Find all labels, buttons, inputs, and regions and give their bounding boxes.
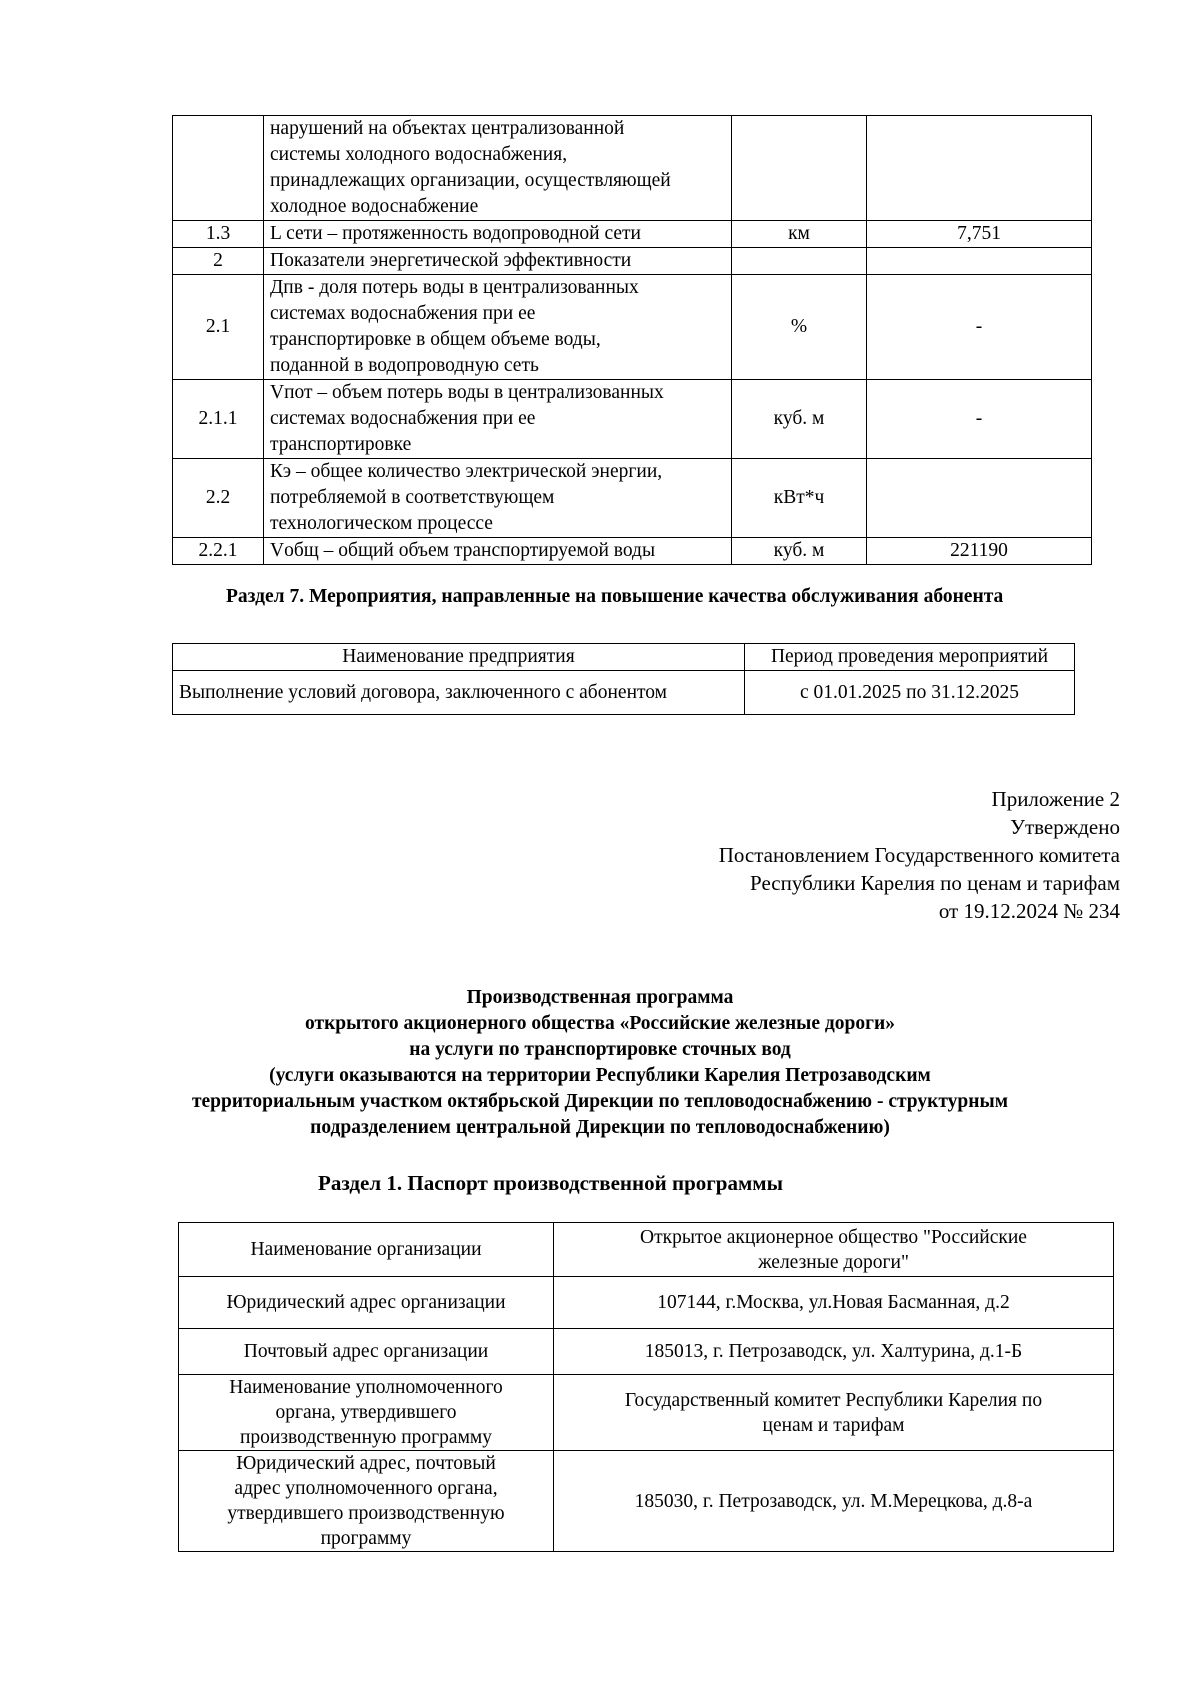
indicator-row — [173, 380, 1092, 459]
section-7-heading: Раздел 7. Мероприятия, направленные на повышение качества обслуживания абонента — [226, 586, 1004, 607]
measure-period: с 01.01.2025 по 31.12.2025 — [745, 671, 1075, 715]
indicator-name — [264, 275, 732, 380]
passport-row — [179, 1277, 1114, 1329]
indicator-name — [264, 380, 732, 459]
indicator-unit — [732, 248, 867, 275]
indicator-value — [867, 116, 1092, 221]
cell-line: технологическом процессе — [270, 513, 493, 534]
cell-line: ценам и тарифам — [762, 1414, 905, 1436]
cell-line: 185013, г. Петрозаводск, ул. Халтурина, д.1-Б — [644, 1341, 1023, 1362]
indicator-name — [264, 248, 732, 275]
cell-line: холодное водоснабжение — [270, 196, 479, 217]
program-title-line: на услуги по транспортировке сточных вод — [409, 1039, 791, 1060]
program-title-line: территориальным участком октябрьской Дирекции по тепловодоснабжению - структурным — [191, 1091, 1009, 1112]
cell-line: Наименование организации — [250, 1239, 482, 1260]
indicator-row — [173, 459, 1092, 538]
program-title-line: Производственная программа — [466, 987, 734, 1008]
indicator-number: 1.3 — [173, 221, 264, 248]
indicator-value: 7,751 — [867, 221, 1092, 248]
indicator-row — [173, 116, 1092, 221]
passport-table — [178, 1222, 1114, 1552]
indicator-unit: куб. м — [732, 380, 867, 459]
indicator-number: 2.1 — [173, 275, 264, 380]
cell-line: транспортировке в общем объеме воды, — [270, 329, 601, 350]
cell-line: Дпв - доля потерь воды в централизованных — [270, 277, 639, 298]
indicator-value: 221190 — [867, 538, 1092, 565]
resolution-date: от 19.12.2024 № 234 — [938, 899, 1120, 923]
cell-line: адрес уполномоченного органа, — [234, 1478, 498, 1499]
passport-row — [179, 1329, 1114, 1375]
cell-line: Наименование уполномоченного — [229, 1377, 503, 1398]
cell-line: принадлежащих организации, осуществляющей — [270, 170, 671, 191]
passport-label — [179, 1277, 554, 1329]
resolution-line: Постановлением Государственного комитета — [718, 843, 1120, 867]
passport-row — [179, 1375, 1114, 1451]
cell-line: Открытое акционерное общество "Российские — [640, 1226, 1027, 1248]
cell-line: Показатели энергетической эффективности — [270, 250, 632, 271]
section-1-heading: Раздел 1. Паспорт производственной программы — [318, 1171, 783, 1195]
cell-line: системах водоснабжения при ее — [270, 303, 536, 324]
cell-line: Vобщ – общий объем транспортируемой воды — [270, 540, 656, 561]
indicator-unit — [732, 116, 867, 221]
indicator-number: 2 — [173, 248, 264, 275]
cell-line: Vпот – объем потерь воды в централизованных — [270, 382, 664, 403]
program-title-line: (услуги оказываются на территории Республики Карелия Петрозаводским — [269, 1065, 931, 1086]
cell-line: нарушений на объектах централизованной — [270, 118, 625, 139]
cell-line: 107144, г.Москва, ул.Новая Басманная, д.2 — [657, 1292, 1010, 1313]
indicator-name — [264, 459, 732, 538]
indicator-number: 2.2 — [173, 459, 264, 538]
indicator-number — [173, 116, 264, 221]
passport-value — [554, 1329, 1114, 1375]
cell-line: системах водоснабжения при ее — [270, 408, 536, 429]
measures-table — [172, 643, 1075, 715]
header-enterprise-name: Наименование предприятия — [173, 644, 745, 671]
cell-line: программу — [320, 1528, 412, 1549]
measures-table-row — [173, 671, 1075, 715]
cell-line: системы холодного водоснабжения, — [270, 144, 568, 165]
measures-table-header — [173, 644, 1075, 671]
cell-line: Почтовый адрес организации — [243, 1341, 489, 1362]
indicator-unit: % — [732, 275, 867, 380]
cell-line: потребляемой в соответствующем — [270, 487, 555, 508]
cell-line: утвердившего производственную — [227, 1503, 505, 1524]
cell-line: железные дороги" — [758, 1251, 909, 1273]
indicator-number: 2.2.1 — [173, 538, 264, 565]
indicator-row — [173, 248, 1092, 275]
indicator-unit: км — [732, 221, 867, 248]
passport-label — [179, 1223, 554, 1277]
cell-line: поданной в водопроводную сеть — [270, 355, 539, 376]
indicator-value: - — [867, 275, 1092, 380]
indicator-number: 2.1.1 — [173, 380, 264, 459]
passport-value — [554, 1451, 1114, 1552]
passport-value — [554, 1223, 1114, 1277]
cell-line: Кэ – общее количество электрической энергии, — [270, 461, 663, 482]
appendix-label: Приложение 2 — [991, 787, 1120, 811]
cell-line: транспортировке — [270, 434, 412, 455]
approval-block — [719, 785, 1120, 925]
passport-value — [554, 1375, 1114, 1451]
passport-value — [554, 1277, 1114, 1329]
cell-line: производственную программу — [239, 1427, 492, 1448]
cell-line: Государственный комитет Республики Карелия по — [624, 1389, 1043, 1411]
indicator-name — [264, 221, 732, 248]
passport-label — [179, 1329, 554, 1375]
indicator-name — [264, 538, 732, 565]
measure-name: Выполнение условий договора, заключенного с абонентом — [173, 671, 745, 715]
header-period: Период проведения мероприятий — [745, 644, 1075, 671]
cell-line: Юридический адрес организации — [226, 1292, 506, 1313]
indicator-unit: куб. м — [732, 538, 867, 565]
indicator-unit: кВт*ч — [732, 459, 867, 538]
indicator-row — [173, 221, 1092, 248]
passport-row — [179, 1223, 1114, 1277]
indicator-row — [173, 275, 1092, 380]
passport-row — [179, 1451, 1114, 1552]
indicator-value — [867, 459, 1092, 538]
cell-line: Юридический адрес, почтовый — [236, 1453, 496, 1474]
passport-label — [179, 1375, 554, 1451]
indicator-value: - — [867, 380, 1092, 459]
cell-line: органа, утвердившего — [275, 1402, 457, 1423]
cell-line: L сети – протяженность водопроводной сети — [270, 223, 641, 244]
program-title-line: подразделением центральной Дирекции по тепловодоснабжению) — [310, 1117, 890, 1138]
program-title — [150, 985, 1050, 1141]
program-title-line: открытого акционерного общества «Российские железные дороги» — [305, 1013, 895, 1034]
cell-line: 185030, г. Петрозаводск, ул. М.Мерецкова, д.8-а — [634, 1490, 1033, 1512]
committee-line: Республики Карелия по ценам и тарифам — [750, 871, 1120, 895]
indicators-table — [172, 115, 1092, 565]
indicator-row — [173, 538, 1092, 565]
indicator-name — [264, 116, 732, 221]
indicator-value — [867, 248, 1092, 275]
passport-label — [179, 1451, 554, 1552]
approved-label: Утверждено — [1010, 815, 1120, 839]
